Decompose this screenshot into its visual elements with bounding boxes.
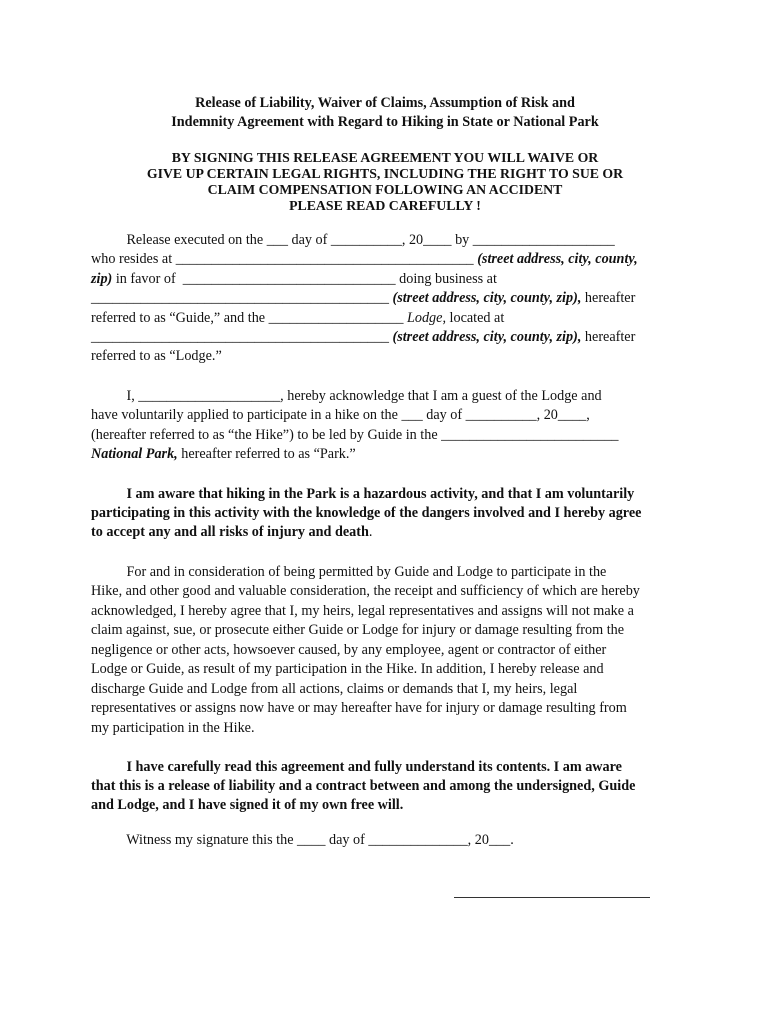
warning-line-1: BY SIGNING THIS RELEASE AGREEMENT YOU WILL WAIVE OR [171, 150, 599, 165]
release-paragraph-line: __________________________________________ (street address, city, county, zip), hereafter [91, 290, 636, 306]
title-line-1: Release of Liability, Waiver of Claims, Assumption of Risk and [195, 95, 575, 111]
acknowledge-paragraph-line: National Park, hereafter referred to as “Park.” [91, 446, 356, 462]
consideration-paragraph-line: claim against, sue, or prosecute either Guide or Lodge for injury or damage resulting from the [91, 622, 625, 638]
release-paragraph-line: who resides at __________________________________________ (street address, city, county, [91, 251, 638, 267]
title-line-2: Indemnity Agreement with Regard to Hiking in State or National Park [171, 114, 599, 130]
consideration-paragraph-line: negligence or other acts, howsoever caused, by any employee, agent or contractor of either [91, 642, 607, 658]
consideration-paragraph-line: Lodge or Guide, as result of my participation in the Hike. In addition, I hereby release and [91, 661, 604, 677]
warning-line-3: CLAIM COMPENSATION FOLLOWING AN ACCIDENT [207, 182, 563, 197]
release-paragraph-line: referred to as “Lodge.” [91, 348, 222, 364]
risk-paragraph-line: participating in this activity with the knowledge of the dangers involved and I hereby agree [91, 505, 642, 521]
acknowledge-paragraph-line: (hereafter referred to as “the Hike”) to be led by Guide in the _________________________ [91, 427, 619, 443]
acknowledgment-paragraph-line: that this is a release of liability and a contract between and among the undersigned, Guide [91, 778, 636, 794]
release-paragraph-line: Release executed on the ___ day of __________, 20____ by ____________________ [91, 232, 615, 248]
consideration-paragraph-line: discharge Guide and Lodge from all actions, claims or demands that I, my heirs, legal [91, 681, 578, 697]
acknowledge-paragraph-line: I, ____________________, hereby acknowledge that I am a guest of the Lodge and [91, 388, 602, 404]
risk-paragraph-line: I am aware that hiking in the Park is a hazardous activity, and that I am voluntarily [91, 486, 635, 502]
warning-line-2: GIVE UP CERTAIN LEGAL RIGHTS, INCLUDING THE RIGHT TO SUE OR [146, 166, 624, 181]
acknowledge-paragraph-line: have voluntarily applied to participate in a hike on the ___ day of __________, 20____, [91, 407, 590, 423]
risk-paragraph-line: to accept any and all risks of injury and death. [91, 524, 373, 540]
release-paragraph-line: __________________________________________ (street address, city, county, zip), hereafter [91, 329, 636, 345]
acknowledgment-paragraph-line: I have carefully read this agreement and fully understand its contents. I am aware [91, 759, 622, 775]
consideration-paragraph-line: Hike, and other good and valuable consideration, the receipt and sufficiency of which are hereby [91, 583, 640, 599]
signature-line [454, 897, 650, 898]
release-paragraph-line: referred to as “Guide,” and the ___________________ Lodge, located at [91, 310, 505, 326]
witness-line: Witness my signature this the ____ day of ______________, 20___. [91, 832, 514, 848]
release-paragraph-line: zip) in favor of ______________________________ doing business at [91, 271, 497, 287]
acknowledgment-paragraph-line: and Lodge, and I have signed it of my own free will. [91, 797, 404, 813]
consideration-paragraph-line: For and in consideration of being permitted by Guide and Lodge to participate in the [91, 564, 607, 580]
consideration-paragraph-line: my participation in the Hike. [91, 720, 255, 736]
consideration-paragraph-line: representatives or assigns now have or may hereafter have for injury or damage resulting from [91, 700, 627, 716]
consideration-paragraph-line: acknowledged, I hereby agree that I, my heirs, legal representatives and assigns will not make a [91, 603, 634, 619]
warning-line-4: PLEASE READ CAREFULLY ! [289, 198, 481, 213]
